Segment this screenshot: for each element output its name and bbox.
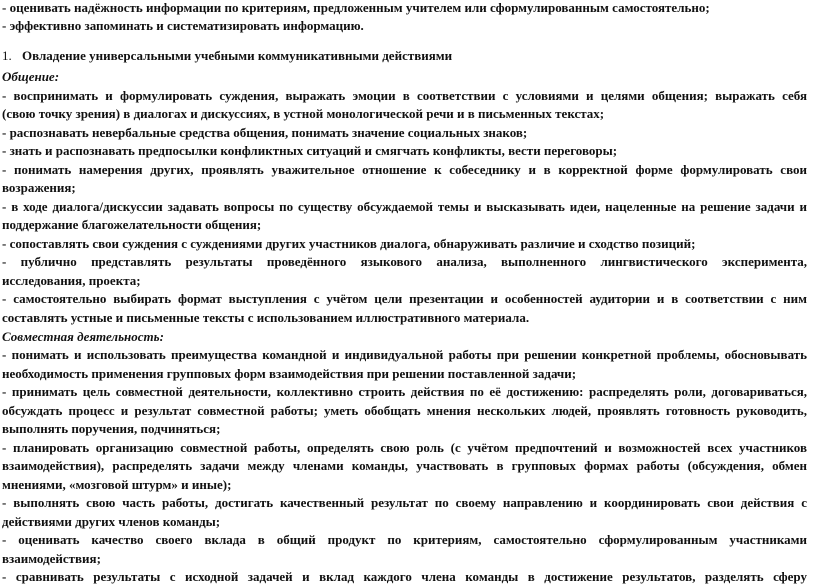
text-line: составлять устные и письменные тексты с использованием иллюстративного материала. [2, 310, 530, 325]
text-line: выполнять поручения, подчиняться; [2, 421, 221, 436]
text-line: - понимать и использовать преимущества командной и индивидуальной работы при решении конкретной проблемы, обосновывать [2, 347, 807, 362]
section-heading [2, 46, 807, 65]
text-line: - воспринимать и формулировать суждения, выражать эмоции в соответствии с условиями и целями общения; выражать себя [2, 88, 807, 103]
text-line: обсуждать процесс и результат совместной работы; уметь обобщать мнения нескольких людей, проявлять готовность руководить, [2, 403, 807, 418]
text-line: - выполнять свою часть работы, достигать качественный результат по своему направлению и координировать свои действия с [2, 495, 807, 510]
subheading-collaboration: Совместная деятельность: [2, 329, 164, 344]
text-line: - публично представлять результаты проведённого языкового анализа, выполненного лингвистического эксперимента, [2, 254, 807, 269]
text-line: взаимодействия), распределять задачи между членами команды, участвовать в групповых формах работы (обсуждения, обмен [2, 458, 807, 473]
text-line: исследования, проекта; [2, 273, 141, 288]
text-line: - сравнивать результаты с исходной задачей и вклад каждого члена команды в достижение результатов, разделять сферу [2, 569, 807, 584]
text-line: - эффективно запоминать и систематизировать информацию. [2, 18, 364, 33]
text-line: - планировать организацию совместной работы, определять свою роль (с учётом предпочтений и возможностей всех участников [2, 440, 807, 455]
text-line: - в ходе диалога/дискуссии задавать вопросы по существу обсуждаемой темы и высказывать идеи, нацеленные на решение задачи и [2, 199, 807, 214]
text-line: - сопоставлять свои суждения с суждениями других участников диалога, обнаруживать различие и сходство позиций; [2, 236, 696, 251]
text-line: мнениями, «мозговой штурм» и иные); [2, 477, 232, 492]
text-line: (свою точку зрения) в диалогах и дискуссиях, в устной монологической речи и в письменных текстах; [2, 106, 605, 121]
text-line: - оценивать надёжность информации по критериям, предложенным учителем или сформулированным самостоятельно; [2, 0, 710, 15]
text-line: действиями других членов команды; [2, 514, 221, 529]
section-heading-text: Овладение универсальными учебными коммуникативными действиями [22, 48, 453, 63]
text-line: - принимать цель совместной деятельности, коллективно строить действия по её достижению: распределять роли, договариваться, [2, 384, 807, 399]
text-line: - понимать намерения других, проявлять уважительное отношение к собеседнику и в корректной форме формулировать свои [2, 162, 807, 177]
text-line: - самостоятельно выбирать формат выступления с учётом цели презентации и особенностей аудитории и в соответствии с ним [2, 291, 807, 306]
text-line: - оценивать качество своего вклада в общий продукт по критериям, самостоятельно сформулированным участниками [2, 532, 807, 547]
text-line: взаимодействия; [2, 551, 101, 566]
section-number: 1. [2, 48, 12, 63]
subheading-communication: Общение: [2, 69, 60, 84]
text-line: необходимость применения групповых форм взаимодействия при решении поставленной задачи; [2, 366, 577, 381]
text-line: поддержание благожелательности общения; [2, 217, 262, 232]
text-line: возражения; [2, 180, 76, 195]
text-line: - распознавать невербальные средства общения, понимать значение социальных знаков; [2, 125, 528, 140]
text-line: - знать и распознавать предпосылки конфликтных ситуаций и смягчать конфликты, вести переговоры; [2, 143, 618, 158]
